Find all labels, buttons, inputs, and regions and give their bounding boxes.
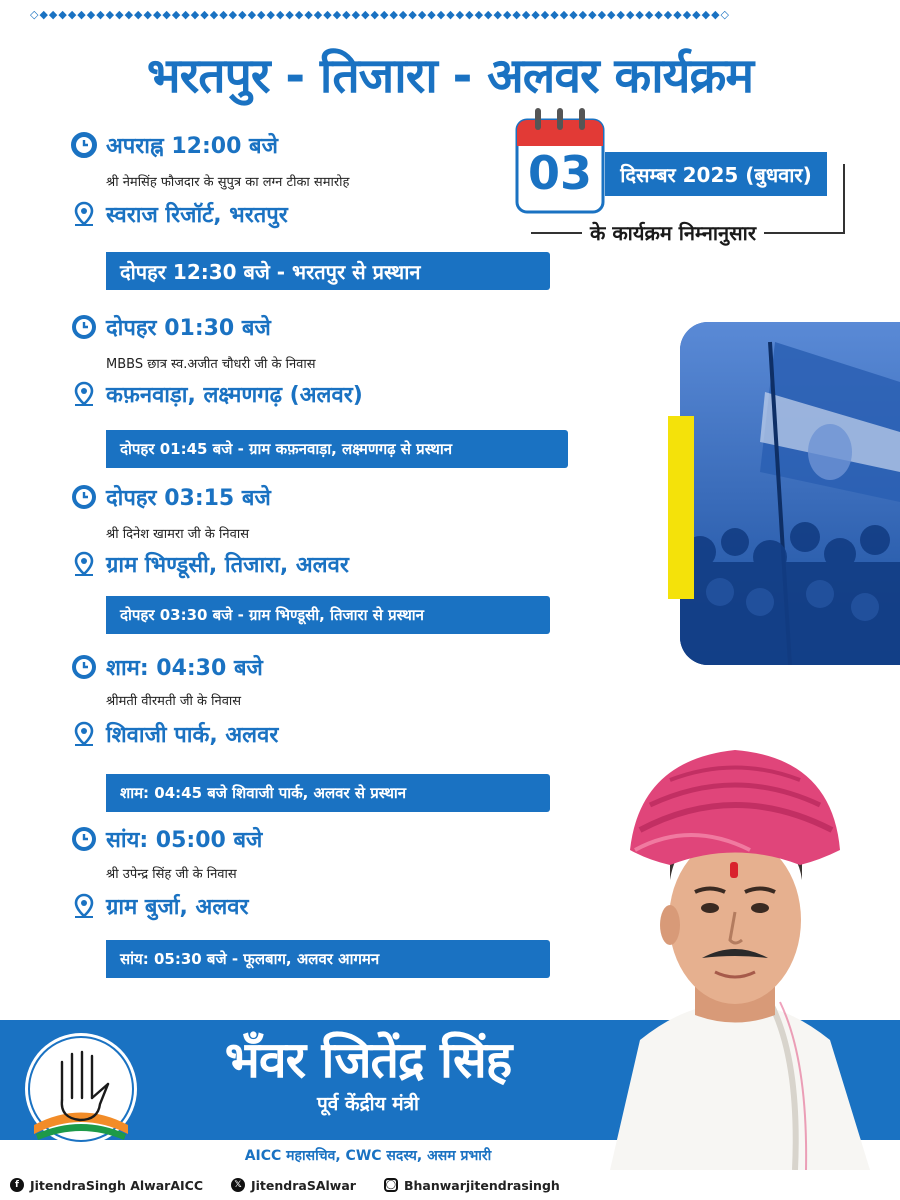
instagram-handle: Bhanwarjitendrasingh xyxy=(403,1177,560,1193)
social-links-bar xyxy=(0,1170,900,1200)
date-label: दिसम्बर 2025 (बुधवार) xyxy=(605,152,827,196)
schedule-description: श्रीमती वीरमती जी के निवास xyxy=(106,694,242,709)
schedule-description: श्री दिनेश खामरा जी के निवास xyxy=(106,527,249,542)
schedule-item-1-place xyxy=(70,198,288,230)
schedule-item-1-time xyxy=(70,130,278,160)
schedule-time: दोपहर 01:30 बजे xyxy=(106,316,271,341)
location-pin-icon xyxy=(70,550,98,578)
schedule-time: सांय: 05:00 बजे xyxy=(106,828,263,853)
schedule-place: शिवाजी पार्क, अलवर xyxy=(106,723,279,748)
clock-icon xyxy=(70,825,98,853)
schedule-description: श्री उपेन्द्र सिंह जी के निवास xyxy=(106,867,237,882)
congress-hand-logo xyxy=(22,1030,140,1148)
schedule-place: ग्राम बुर्जा, अलवर xyxy=(106,895,249,920)
calendar-day: 03 xyxy=(527,146,592,200)
schedule-item-4-place xyxy=(70,718,278,750)
clock-icon xyxy=(70,483,98,511)
schedule-item-2-place xyxy=(70,378,363,410)
departure-bar: दोपहर 01:45 बजे - ग्राम कफ़नवाड़ा, लक्ष्मणगढ़ से प्रस्थान xyxy=(106,430,568,468)
leader-portrait xyxy=(570,740,900,1170)
instagram-icon: ◯ xyxy=(385,1180,396,1190)
location-pin-icon xyxy=(70,380,98,408)
accent-strip xyxy=(668,416,694,599)
instagram-link[interactable] xyxy=(384,1178,560,1193)
departure-bar: दोपहर 03:30 बजे - ग्राम भिण्डूसी, तिजारा से प्रस्थान xyxy=(106,596,550,634)
schedule-item-3-place xyxy=(70,548,349,580)
clock-icon xyxy=(70,131,98,159)
facebook-icon: f xyxy=(10,1178,24,1192)
schedule-item-2-time xyxy=(70,312,271,342)
schedule-description: श्री नेमसिंह फौजदार के सुपुत्र का लग्न टीका समारोह xyxy=(106,175,350,190)
schedule-item-5-time xyxy=(70,824,262,854)
location-pin-icon xyxy=(70,720,98,748)
schedule-time: अपराह्न 12:00 बजे xyxy=(106,134,278,159)
twitter-handle: JitendraSAlwar xyxy=(251,1177,356,1193)
facebook-handle: JitendraSingh AlwarAICC xyxy=(30,1177,203,1193)
departure-bar: शाम: 04:45 बजे शिवाजी पार्क, अलवर से प्रस्थान xyxy=(106,774,550,812)
schedule-time: दोपहर 03:15 बजे xyxy=(106,486,271,511)
leader-name: भँवर जितेंद्र सिंह xyxy=(224,1031,512,1089)
clock-icon xyxy=(70,653,98,681)
location-pin-icon xyxy=(70,200,98,228)
decorative-top-border: ◇◆◆◆◆◆◆◆◆◆◆◆◆◆◆◆◆◆◆◆◆◆◆◆◆◆◆◆◆◆◆◆◆◆◆◆◆◆◆◆◆◆◆◆◆◆◆◆◆◆◆◆◆◆◆◆◆◆◆◆◆◆◆◆◆◆◆◆◆◆◆◆◆◇ xyxy=(30,8,731,21)
schedule-item-4-time xyxy=(70,652,263,682)
schedule-place: स्वराज रिजॉर्ट, भरतपुर xyxy=(106,203,288,228)
schedule-item-5-place xyxy=(70,890,248,922)
leader-role: पूर्व केंद्रीय मंत्री xyxy=(317,1093,419,1115)
facebook-link[interactable] xyxy=(10,1178,203,1193)
schedule-description: MBBS छात्र स्व.अजीत चौधरी जी के निवास xyxy=(106,357,316,372)
departure-bar: सांय: 05:30 बजे - फूलबाग, अलवर आगमन xyxy=(106,940,550,978)
leader-positions: AICC महासचिव, CWC सदस्य, असम प्रभारी xyxy=(244,1148,492,1164)
schedule-item-3-time xyxy=(70,482,271,512)
schedule-place: कफ़नवाड़ा, लक्ष्मणगढ़ (अलवर) xyxy=(106,383,363,408)
schedule-place: ग्राम भिण्डूसी, तिजारा, अलवर xyxy=(106,553,349,578)
schedule-time: शाम: 04:30 बजे xyxy=(106,656,263,681)
location-pin-icon xyxy=(70,892,98,920)
clock-icon xyxy=(70,313,98,341)
page-title: भरतपुर - तिजारा - अलवर कार्यक्रम xyxy=(146,48,754,104)
x-twitter-icon: 𝕏 xyxy=(231,1178,245,1192)
departure-bar: दोपहर 12:30 बजे - भरतपुर से प्रस्थान xyxy=(106,252,550,290)
date-subtitle: के कार्यक्रम निम्नानुसार xyxy=(582,219,764,246)
twitter-link[interactable] xyxy=(231,1178,356,1193)
rally-photo xyxy=(680,322,900,665)
